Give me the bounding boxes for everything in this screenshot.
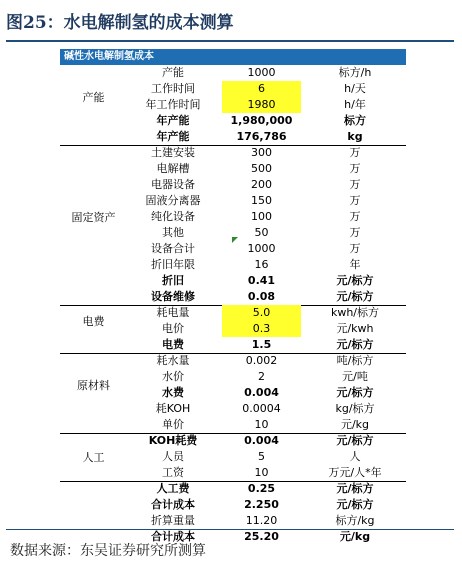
value-text: 25.20 — [244, 530, 279, 543]
value-text: 1000 — [247, 66, 276, 79]
table-row — [60, 193, 406, 209]
table-row — [60, 513, 406, 529]
item-cell: KOH耗费 — [148, 434, 198, 447]
value-cell — [219, 177, 304, 193]
unit-cell: 万 — [349, 242, 361, 255]
cost-table — [60, 65, 406, 545]
unit-cell: 万 — [349, 210, 361, 223]
value-text: 10 — [254, 466, 269, 479]
value-cell — [219, 337, 304, 353]
unit-cell: 万 — [349, 226, 361, 239]
unit-cell: 标方/kg — [335, 514, 375, 527]
value-cell — [219, 449, 304, 465]
table-row — [60, 305, 406, 321]
value-text: 150 — [251, 194, 272, 207]
table-row — [60, 273, 406, 289]
group-cell — [60, 193, 127, 209]
table-row — [60, 177, 406, 193]
unit-cell: 元/吨 — [342, 370, 368, 383]
table-row — [60, 321, 406, 337]
value-cell — [219, 305, 304, 321]
bottom-rule — [6, 529, 454, 530]
item-cell: 电价 — [162, 322, 184, 335]
group-cell — [60, 465, 127, 481]
item-cell: 耗电量 — [156, 306, 190, 319]
group-cell — [60, 385, 127, 401]
item-cell: 土建安装 — [151, 146, 195, 159]
value-cell — [219, 289, 304, 305]
value-text: 2.250 — [244, 498, 279, 511]
table-row — [60, 209, 406, 225]
data-source: 数据来源：东吴证券研究所测算 — [10, 543, 206, 559]
table-row — [60, 465, 406, 481]
value-text: 1000 — [247, 242, 276, 255]
group-cell — [60, 129, 127, 145]
group-cell — [60, 65, 127, 81]
group-cell — [60, 161, 127, 177]
group-cell — [60, 353, 127, 369]
item-cell: 合计成本 — [151, 498, 195, 511]
group-cell — [60, 321, 127, 337]
value-cell — [219, 225, 304, 241]
group-cell — [60, 273, 127, 289]
unit-cell: 元/标方 — [336, 290, 374, 303]
value-cell — [219, 497, 304, 513]
unit-cell: h/天 — [344, 82, 366, 95]
figure-title: 图25：水电解制氢的成本测算 — [6, 13, 234, 33]
value-cell — [219, 401, 304, 417]
item-cell: 耗水量 — [156, 354, 190, 367]
value-text: 2 — [258, 370, 265, 383]
table-row — [60, 161, 406, 177]
value-text: 1.5 — [251, 338, 272, 351]
item-cell: 耗KOH — [155, 402, 191, 415]
value-text: 200 — [251, 178, 272, 191]
table-header: 碱性水电解制氢成本 — [60, 49, 406, 65]
item-cell: 设备维修 — [151, 290, 195, 303]
group-cell — [60, 305, 127, 321]
unit-cell: 万 — [349, 178, 361, 191]
item-cell: 纯化设备 — [151, 210, 195, 223]
table-row — [60, 289, 406, 305]
group-cell — [60, 401, 127, 417]
value-text: 100 — [251, 210, 272, 223]
table-row — [60, 97, 406, 113]
table-row — [60, 433, 406, 449]
value-text: 5.0 — [252, 306, 271, 319]
unit-cell: 元/标方 — [336, 498, 374, 511]
group-cell — [60, 257, 127, 273]
unit-cell: 元/标方 — [336, 482, 374, 495]
group-cell — [60, 241, 127, 257]
unit-cell: 人 — [349, 450, 361, 463]
table-row — [60, 129, 406, 145]
value-cell — [219, 209, 304, 225]
unit-cell: 元/标方 — [336, 386, 374, 399]
value-cell — [219, 321, 304, 337]
value-text: 0.41 — [247, 274, 276, 287]
unit-cell: 吨/标方 — [336, 354, 374, 367]
item-cell: 人员 — [162, 450, 184, 463]
value-text: 0.004 — [244, 386, 279, 399]
item-cell: 水费 — [162, 386, 184, 399]
group-cell — [60, 97, 127, 113]
value-text: 0.3 — [252, 322, 271, 335]
item-cell: 电解槽 — [156, 162, 190, 175]
item-cell: 折旧年限 — [151, 258, 195, 271]
value-cell — [219, 193, 304, 209]
value-cell — [219, 81, 304, 97]
group-cell — [60, 81, 127, 97]
item-cell: 年工作时间 — [145, 98, 201, 111]
table-row — [60, 81, 406, 97]
unit-cell: kg — [347, 130, 363, 143]
group-cell — [60, 209, 127, 225]
table-row — [60, 481, 406, 497]
value-text: 10 — [254, 418, 269, 431]
value-cell — [219, 257, 304, 273]
item-cell: 工作时间 — [151, 82, 195, 95]
item-cell: 其他 — [162, 226, 184, 239]
value-text: 300 — [251, 146, 272, 159]
table-row — [60, 369, 406, 385]
item-cell: 水价 — [162, 370, 184, 383]
value-text: 1,980,000 — [230, 114, 293, 127]
group-cell — [60, 433, 127, 449]
title-rule — [6, 40, 454, 42]
item-cell: 年产能 — [156, 130, 190, 143]
value-cell — [219, 465, 304, 481]
item-cell: 产能 — [162, 66, 184, 79]
group-cell — [60, 289, 127, 305]
table-row — [60, 497, 406, 513]
group-label-raw-materials: 原材料 — [77, 379, 110, 392]
value-text: 16 — [254, 258, 269, 271]
group-cell — [60, 417, 127, 433]
value-text: 0.004 — [244, 434, 279, 447]
table-row — [60, 241, 406, 257]
value-text: 0.08 — [247, 290, 276, 303]
unit-cell: 万元/人*年 — [328, 466, 382, 479]
table-row — [60, 225, 406, 241]
item-cell: 固液分离器 — [145, 194, 201, 207]
group-cell — [60, 225, 127, 241]
value-cell — [219, 513, 304, 529]
table-row — [60, 385, 406, 401]
item-cell: 合计成本 — [151, 530, 195, 543]
table-row — [60, 449, 406, 465]
group-label-electricity: 电费 — [82, 315, 105, 328]
item-cell: 设备合计 — [151, 242, 195, 255]
item-cell: 人工费 — [156, 482, 190, 495]
value-cell — [219, 241, 304, 257]
value-cell — [219, 481, 304, 497]
group-label-fixed-assets: 固定资产 — [71, 211, 116, 224]
group-cell — [60, 481, 127, 497]
unit-cell: 元/kg — [340, 418, 370, 431]
table-row — [60, 337, 406, 353]
item-cell: 折算重量 — [151, 514, 195, 527]
table-row — [60, 113, 406, 129]
item-cell: 单价 — [162, 418, 184, 431]
value-cell — [219, 417, 304, 433]
value-cell — [219, 113, 304, 129]
group-cell — [60, 513, 127, 529]
group-cell — [60, 145, 127, 161]
item-cell: 电器设备 — [151, 178, 195, 191]
value-cell — [219, 433, 304, 449]
unit-cell: 万 — [349, 146, 361, 159]
value-text: 50 — [254, 226, 269, 239]
value-cell — [219, 161, 304, 177]
item-cell: 工资 — [162, 466, 184, 479]
value-cell — [219, 65, 304, 81]
item-cell: 电费 — [162, 338, 184, 351]
group-cell — [60, 369, 127, 385]
item-cell: 年产能 — [156, 114, 190, 127]
unit-cell: 元/kg — [339, 530, 371, 543]
value-text: 176,786 — [236, 130, 287, 143]
unit-cell: 标方/h — [338, 66, 372, 79]
value-text: 0.25 — [247, 482, 276, 495]
group-cell — [60, 449, 127, 465]
unit-cell: 元/标方 — [336, 274, 374, 287]
unit-cell: kwh/标方 — [330, 306, 380, 319]
table-row — [60, 353, 406, 369]
item-cell: 折旧 — [162, 274, 184, 287]
table-row — [60, 257, 406, 273]
table-row — [60, 401, 406, 417]
value-text: 5 — [258, 450, 265, 463]
value-cell — [219, 353, 304, 369]
value-text: 0.0004 — [242, 402, 281, 415]
group-label-labor: 人工 — [82, 451, 105, 464]
value-text: 0.002 — [245, 354, 278, 367]
group-cell — [60, 337, 127, 353]
unit-cell: 万 — [349, 194, 361, 207]
unit-cell: 年 — [349, 258, 361, 271]
table-row — [60, 145, 406, 161]
value-cell — [219, 385, 304, 401]
value-text: 500 — [251, 162, 272, 175]
unit-cell: h/年 — [344, 98, 366, 111]
table-row — [60, 417, 406, 433]
unit-cell: 标方 — [344, 114, 366, 127]
group-cell — [60, 497, 127, 513]
unit-cell: 万 — [349, 162, 361, 175]
unit-cell: 元/标方 — [336, 434, 374, 447]
unit-cell: 元/标方 — [336, 338, 374, 351]
unit-cell: kg/标方 — [335, 402, 375, 415]
value-cell — [219, 273, 304, 289]
value-cell — [219, 145, 304, 161]
value-cell — [219, 369, 304, 385]
unit-cell: 元/kwh — [336, 322, 374, 335]
value-cell — [219, 97, 304, 113]
value-text: 6 — [258, 82, 265, 95]
group-label-capacity: 产能 — [82, 91, 105, 104]
value-cell — [219, 529, 304, 545]
group-cell — [60, 113, 127, 129]
group-cell — [60, 177, 127, 193]
value-cell — [219, 129, 304, 145]
table-row — [60, 65, 406, 81]
value-text: 11.20 — [245, 514, 278, 527]
value-text: 1980 — [247, 98, 276, 111]
